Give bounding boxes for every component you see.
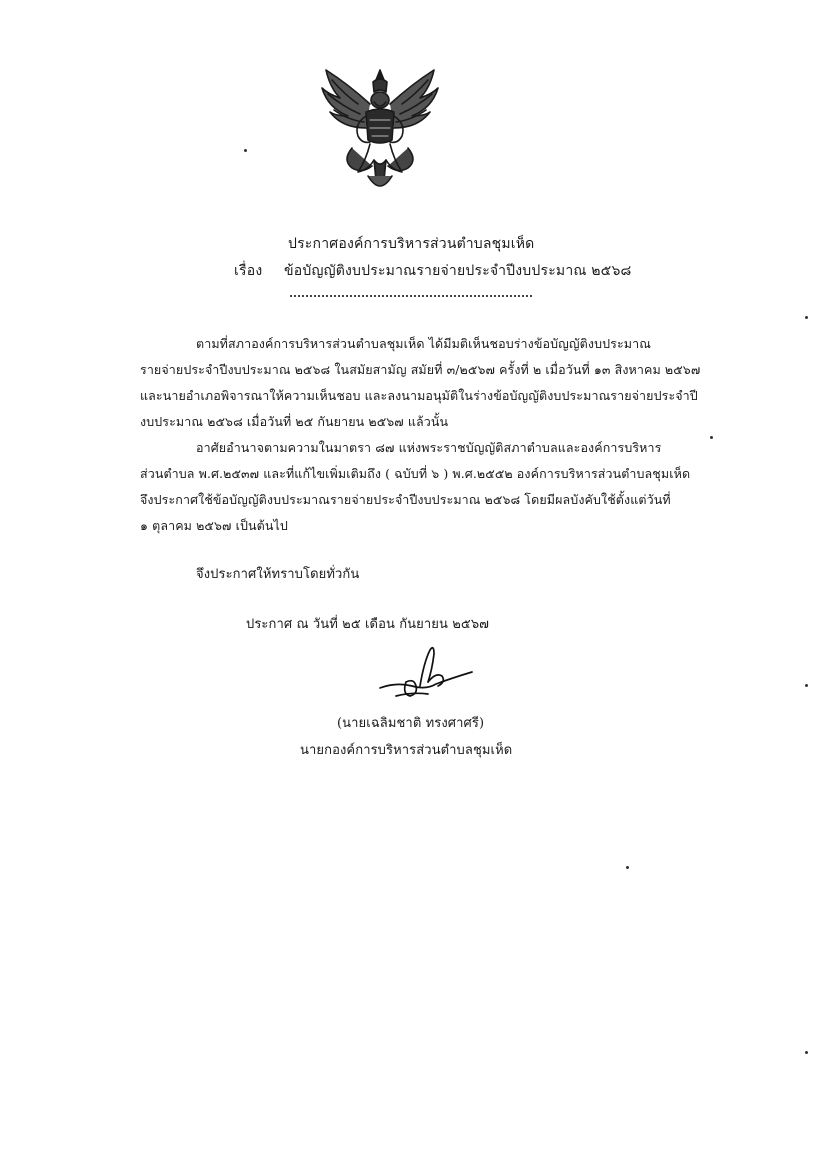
signer-name: (นายเฉลิมชาติ ทรงศาศรี) [337,716,485,731]
announcement-date: ประกาศ ณ วันที่ ๒๕ เดือน กันยายน ๒๕๖๗ [246,617,490,632]
subject-label: เรื่อง [234,263,263,279]
subject-text: ข้อบัญญัติงบประมาณรายจ่ายประจำปีงบประมาณ ๒๕๖๘ [284,263,632,279]
body-line: อาศัยอำนาจตามความในมาตรา ๘๗ แห่งพระราชบัญญัติสภาตำบลและองค์การบริหาร [196,440,662,455]
scan-speck [805,316,808,319]
body-line: และนายอำเภอพิจารณาให้ความเห็นชอบ และลงนามอนุมัติในร่างข้อบัญญัติงบประมาณรายจ่ายประจำปี [140,388,698,403]
announcement-title: ประกาศองค์การบริหารส่วนตำบลชุมเห็ด [288,236,535,252]
body-line: งบประมาณ ๒๕๖๘ เมื่อวันที่ ๒๕ กันยายน ๒๕๖๗ แล้วนั้น [140,414,449,429]
scan-speck [805,684,808,687]
scan-speck [626,866,629,869]
closing-statement: จึงประกาศให้ทราบโดยทั่วกัน [196,567,360,582]
body-line: ๑ ตุลาคม ๒๕๖๗ เป็นต้นไป [140,518,288,533]
scan-speck [244,149,247,152]
scan-speck [710,436,713,439]
garuda-emblem [318,64,442,196]
handwritten-signature [376,642,476,704]
dotted-divider [290,295,532,297]
signer-position: นายกองค์การบริหารส่วนตำบลชุมเห็ด [300,743,513,758]
body-line: ส่วนตำบล พ.ศ.๒๕๓๗ และที่แก้ไขเพิ่มเติมถึง ( ฉบับที่ ๖ ) พ.ศ.๒๕๕๒ องค์การบริหารส่วนตำบลชุมเห็ด [140,466,691,481]
body-line: รายจ่ายประจำปีงบประมาณ ๒๕๖๘ ในสมัยสามัญ สมัยที่ ๓/๒๕๖๗ ครั้งที่ ๒ เมื่อวันที่ ๑๓ สิงหาคม ๒๕๖๗ [140,362,701,377]
body-line: จึงประกาศใช้ข้อบัญญัติงบประมาณรายจ่ายประจำปีงบประมาณ ๒๕๖๘ โดยมีผลบังคับใช้ตั้งแต่วันที่ [140,492,671,507]
scan-speck [805,1051,808,1054]
body-line: ตามที่สภาองค์การบริหารส่วนตำบลชุมเห็ด ได้มีมติเห็นชอบร่างข้อบัญญัติงบประมาณ [196,336,651,351]
